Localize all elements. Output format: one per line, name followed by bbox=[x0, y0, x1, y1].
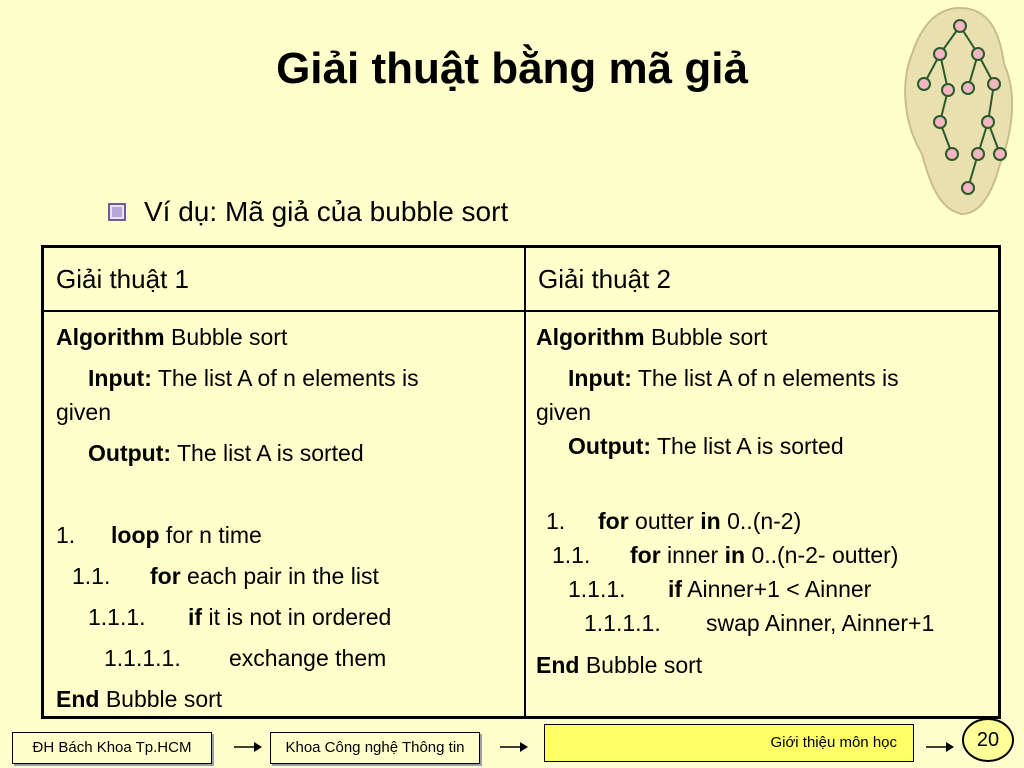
keyword: for bbox=[150, 563, 181, 589]
tree-diagram-icon bbox=[900, 4, 1018, 216]
code-text: Bubble sort bbox=[164, 324, 288, 350]
algo1-line-header bbox=[56, 324, 287, 351]
algo1-line-end bbox=[56, 686, 222, 713]
footer-course: Giới thiệu môn học bbox=[770, 734, 897, 751]
algo2-line-1-1-1 bbox=[568, 576, 871, 603]
algo1-line-1 bbox=[56, 522, 262, 549]
algo2-line-1-1-1-1 bbox=[584, 610, 934, 637]
algo1-line-1-1-1-1 bbox=[104, 645, 386, 672]
keyword: loop bbox=[111, 522, 160, 548]
algo1-line-output bbox=[88, 440, 364, 467]
keyword: Input: bbox=[88, 365, 152, 391]
algo2-line-input-cont: given bbox=[536, 399, 591, 425]
bullet-text: Ví dụ: Mã giả của bubble sort bbox=[144, 196, 509, 227]
keyword: if bbox=[188, 604, 203, 630]
keyword: Input: bbox=[568, 365, 632, 391]
footer-course-banner bbox=[544, 724, 914, 762]
algo1-line-1-1 bbox=[72, 563, 379, 590]
header-algorithm-2: Giải thuật 2 bbox=[525, 247, 1000, 312]
keyword: for bbox=[598, 508, 629, 534]
keyword: Algorithm bbox=[56, 324, 165, 350]
line-number: 1.1.1. bbox=[568, 576, 626, 602]
code-text: The list A of n elements is bbox=[151, 365, 419, 391]
keyword: in bbox=[700, 508, 721, 534]
line-number: 1.1.1.1. bbox=[104, 645, 181, 671]
algo1-line-input bbox=[88, 365, 419, 392]
code-text: 0..(n-2) bbox=[720, 508, 802, 534]
pseudocode-table bbox=[41, 245, 1001, 719]
algo2-line-header bbox=[536, 324, 767, 351]
code-text: Bubble sort bbox=[579, 652, 703, 678]
algorithm-1-cell bbox=[43, 311, 526, 718]
line-number: 1.1. bbox=[72, 563, 111, 589]
code-text: Bubble sort bbox=[99, 686, 223, 712]
algo1-line-1-1-1 bbox=[88, 604, 391, 631]
code-text: for n time bbox=[159, 522, 262, 548]
page-number: 20 bbox=[962, 718, 1014, 762]
keyword: if bbox=[668, 576, 683, 602]
table-body-row bbox=[43, 311, 1000, 718]
code-text: The list A is sorted bbox=[651, 433, 844, 459]
line-number: 1. bbox=[546, 508, 566, 534]
algo2-line-1 bbox=[546, 508, 801, 535]
line-number: 1.1. bbox=[552, 542, 591, 568]
slide-title: Giải thuật bằng mã giả bbox=[276, 44, 748, 93]
algo2-line-end bbox=[536, 652, 702, 679]
keyword: Output: bbox=[568, 433, 652, 459]
code-text: exchange them bbox=[229, 645, 387, 671]
footer-school: ĐH Bách Khoa Tp.HCM bbox=[12, 732, 212, 764]
code-text: each pair in the list bbox=[180, 563, 379, 589]
code-text: 0..(n-2- outter) bbox=[745, 542, 899, 568]
algo2-line-1-1 bbox=[552, 542, 898, 569]
line-number: 1. bbox=[56, 522, 76, 548]
bullet-square-icon bbox=[108, 203, 126, 221]
code-text: inner bbox=[660, 542, 725, 568]
code-text: swap Ainner, Ainner+1 bbox=[706, 610, 935, 636]
code-text: Bubble sort bbox=[644, 324, 768, 350]
keyword: Output: bbox=[88, 440, 172, 466]
code-text: outter bbox=[628, 508, 701, 534]
bullet-item bbox=[108, 196, 508, 228]
code-text: it is not in ordered bbox=[202, 604, 392, 630]
table-header-row bbox=[43, 247, 1000, 312]
algorithm-2-cell bbox=[525, 311, 1000, 718]
line-number: 1.1.1. bbox=[88, 604, 146, 630]
arrow-right-icon bbox=[926, 740, 954, 754]
keyword: for bbox=[630, 542, 661, 568]
code-text: Ainner+1 < Ainner bbox=[682, 576, 872, 602]
algo2-line-output bbox=[568, 433, 844, 460]
header-algorithm-1: Giải thuật 1 bbox=[43, 247, 526, 312]
keyword: End bbox=[536, 652, 580, 678]
keyword: End bbox=[56, 686, 100, 712]
arrow-right-icon bbox=[500, 740, 528, 754]
keyword: in bbox=[724, 542, 746, 568]
line-number: 1.1.1.1. bbox=[584, 610, 661, 636]
algo1-line-input-cont: given bbox=[56, 399, 111, 425]
arrow-right-icon bbox=[234, 740, 262, 754]
code-text: The list A of n elements is bbox=[631, 365, 899, 391]
keyword: Algorithm bbox=[536, 324, 645, 350]
code-text: The list A is sorted bbox=[171, 440, 364, 466]
footer-faculty: Khoa Công nghệ Thông tin bbox=[270, 732, 480, 764]
algo2-line-input bbox=[568, 365, 899, 392]
